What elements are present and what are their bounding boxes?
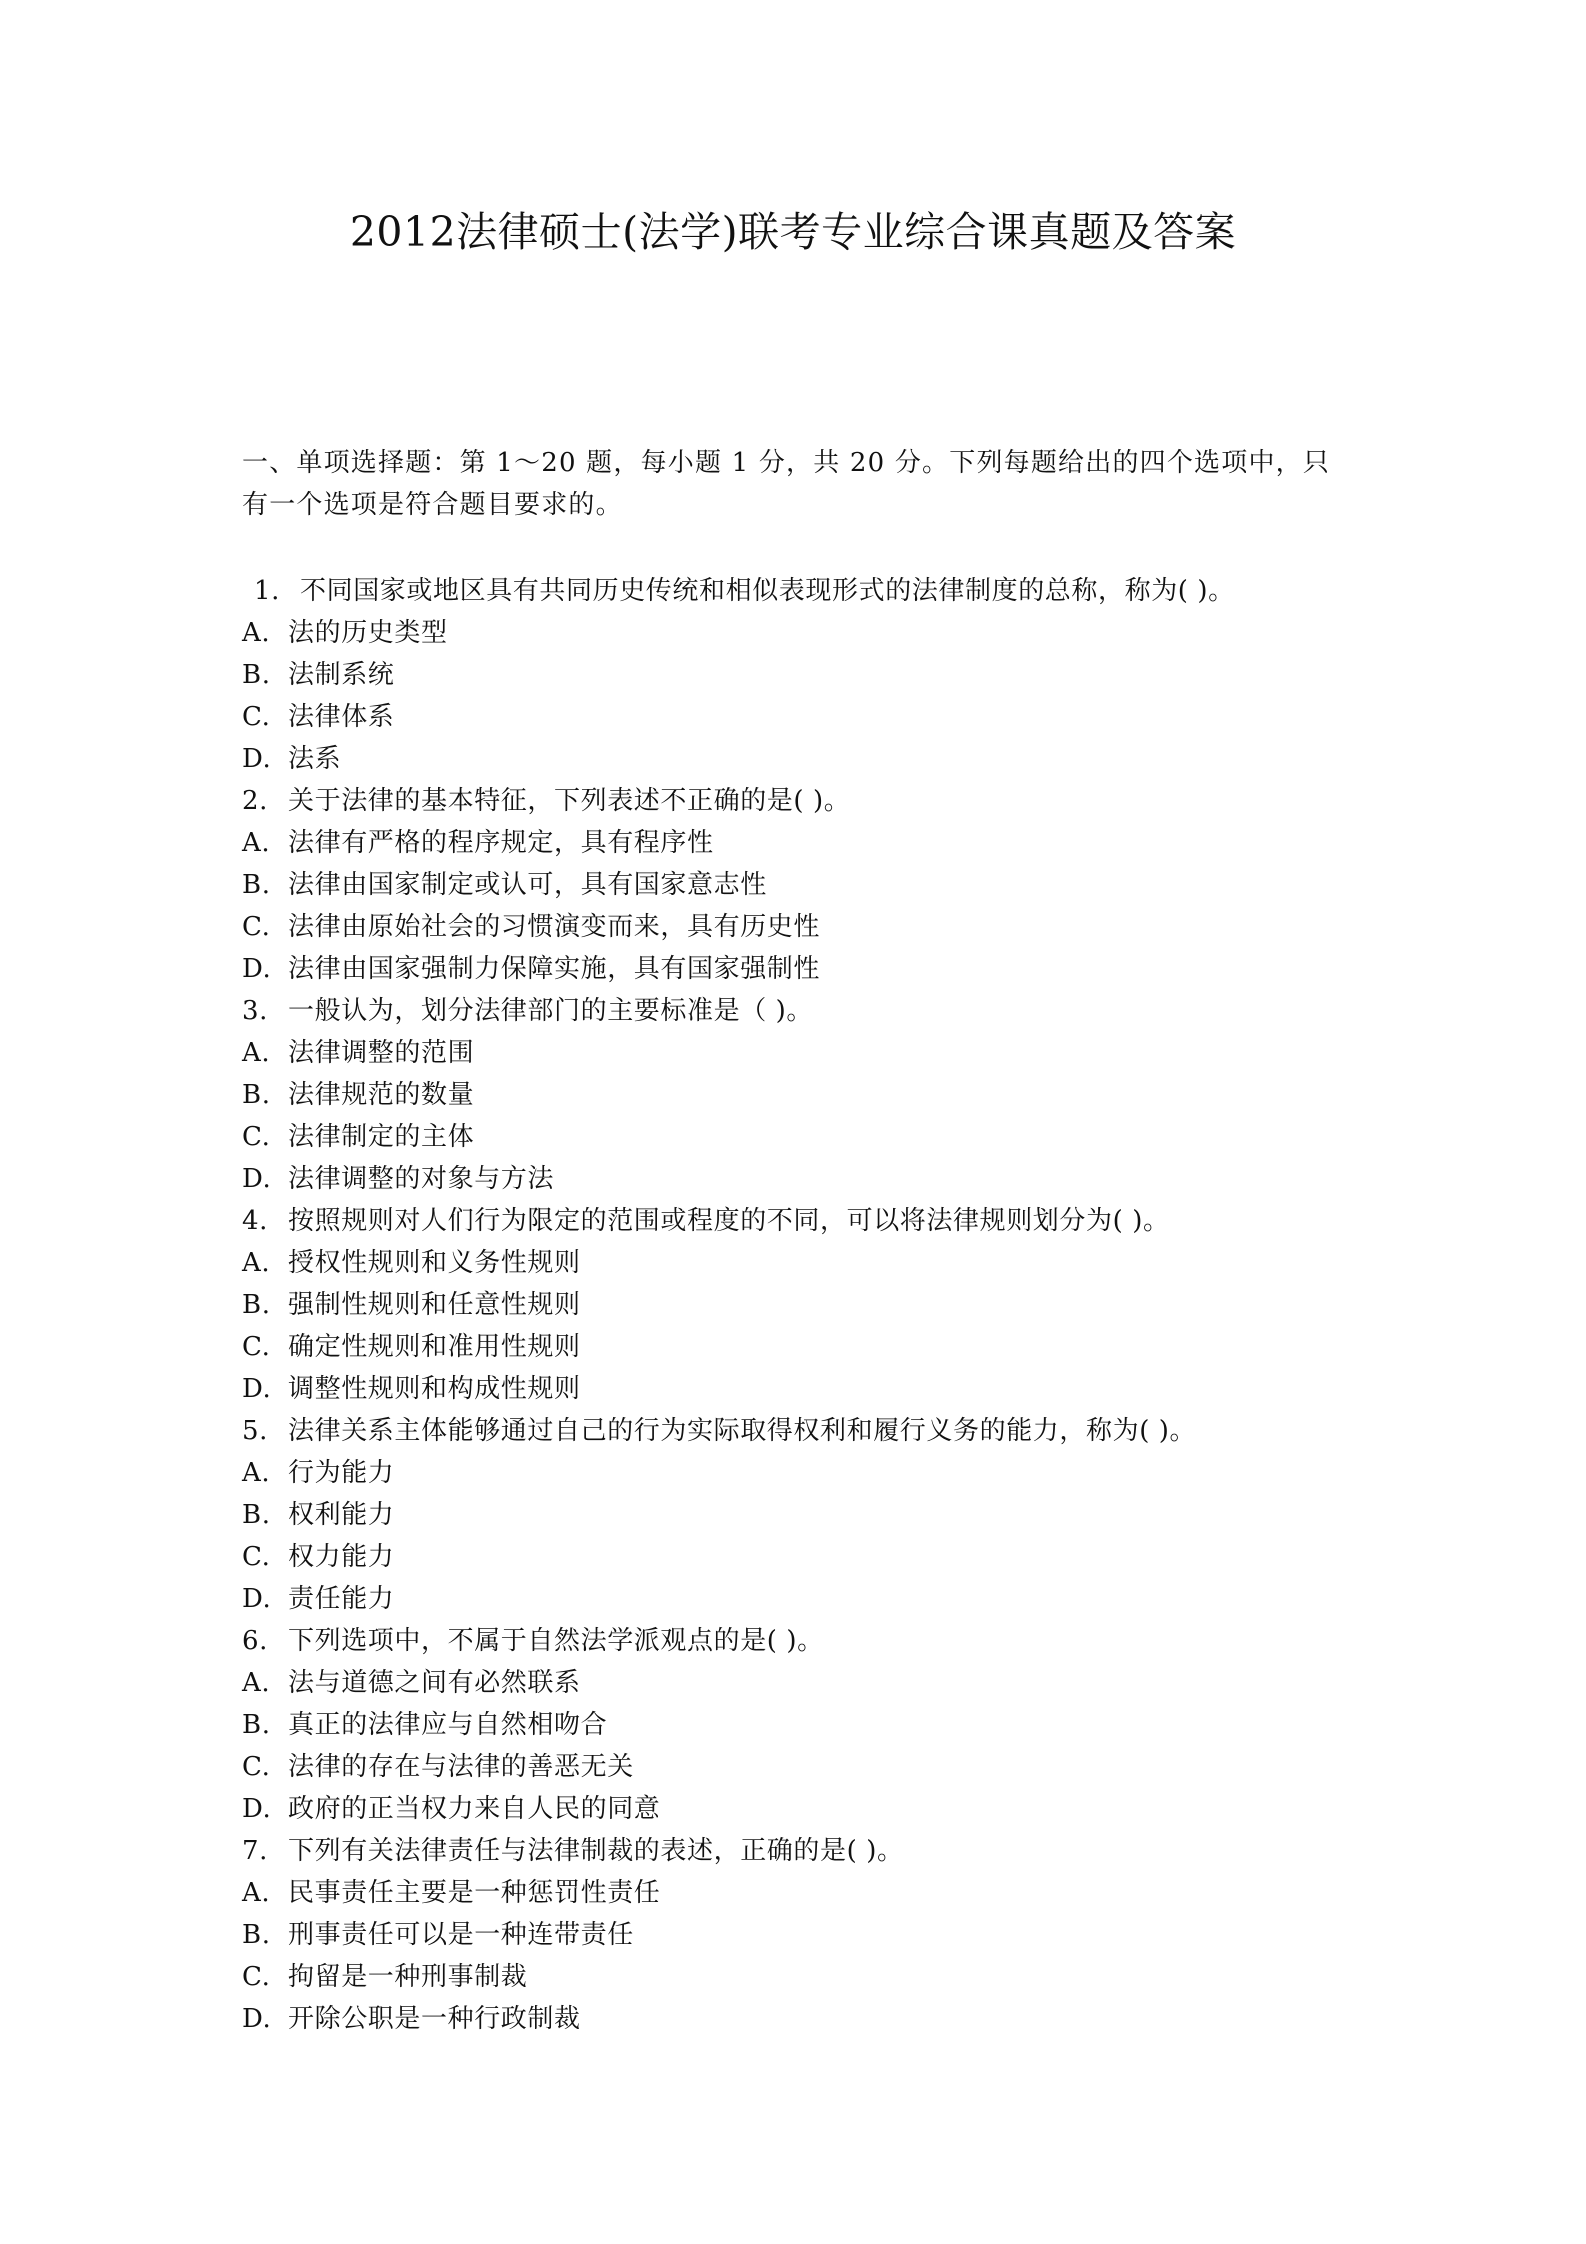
option-text: 调整性规则和构成性规则 [288, 1374, 581, 1404]
answer-option [242, 948, 1352, 990]
answer-option [242, 864, 1352, 906]
option-letter: D. [242, 1164, 272, 1194]
answer-option [242, 738, 1352, 780]
document-title: 2012法律硕士(法学)联考专业综合课真题及答案 [349, 208, 1237, 256]
answer-option [242, 1074, 1352, 1116]
question-stem [242, 1620, 1352, 1662]
answer-option [242, 1368, 1352, 1410]
question-number: 4. [242, 1206, 269, 1236]
answer-option [242, 822, 1352, 864]
option-text: 行为能力 [288, 1458, 395, 1488]
option-letter: A. [242, 828, 271, 858]
question-text: 关于法律的基本特征，下列表述不正确的是( )。 [288, 786, 851, 816]
option-letter: A. [242, 1668, 271, 1698]
option-text: 法与道德之间有必然联系 [288, 1668, 581, 1698]
answer-option [242, 612, 1352, 654]
option-text: 开除公职是一种行政制裁 [288, 2004, 581, 2034]
option-text: 拘留是一种刑事制裁 [288, 1962, 528, 1992]
question-text: 下列选项中，不属于自然法学派观点的是( )。 [288, 1626, 824, 1656]
question-number: 2. [242, 786, 269, 816]
option-text: 法律调整的对象与方法 [288, 1164, 555, 1194]
option-letter: B. [242, 870, 271, 900]
option-text: 责任能力 [288, 1584, 395, 1614]
option-letter: A. [242, 1878, 271, 1908]
option-letter: D. [242, 744, 272, 774]
option-text: 民事责任主要是一种惩罚性责任 [288, 1878, 661, 1908]
answer-option [242, 1284, 1352, 1326]
option-text: 权力能力 [288, 1542, 395, 1572]
question-stem [242, 1830, 1352, 1872]
answer-option [242, 1452, 1352, 1494]
answer-option [242, 1578, 1352, 1620]
option-text: 强制性规则和任意性规则 [288, 1290, 581, 1320]
question-text: 下列有关法律责任与法律制裁的表述，正确的是( )。 [288, 1836, 904, 1866]
option-letter: D. [242, 1794, 272, 1824]
answer-option [242, 1788, 1352, 1830]
answer-option [242, 1116, 1352, 1158]
option-letter: C. [242, 702, 271, 732]
question-stem [242, 1410, 1352, 1452]
option-text: 法律调整的范围 [288, 1038, 475, 1068]
option-text: 法律由国家制定或认可，具有国家意志性 [288, 870, 767, 900]
option-letter: C. [242, 1332, 271, 1362]
answer-option [242, 1032, 1352, 1074]
option-letter: B. [242, 1920, 271, 1950]
question-2 [242, 780, 1352, 990]
question-number: 5. [242, 1416, 269, 1446]
question-3 [242, 990, 1352, 1200]
answer-option [242, 906, 1352, 948]
answer-option [242, 1998, 1352, 2040]
answer-option [242, 1662, 1352, 1704]
option-text: 刑事责任可以是一种连带责任 [288, 1920, 634, 1950]
option-text: 授权性规则和义务性规则 [288, 1248, 581, 1278]
option-text: 法律规范的数量 [288, 1080, 475, 1110]
option-letter: C. [242, 1752, 271, 1782]
answer-option [242, 1326, 1352, 1368]
option-letter: A. [242, 1038, 271, 1068]
question-text: 法律关系主体能够通过自己的行为实际取得权利和履行义务的能力，称为( )。 [288, 1416, 1197, 1446]
question-stem [242, 990, 1352, 1032]
answer-option [242, 1704, 1352, 1746]
option-text: 法律由国家强制力保障实施，具有国家强制性 [288, 954, 821, 984]
answer-option [242, 1746, 1352, 1788]
option-text: 法系 [288, 744, 342, 774]
option-letter: B. [242, 1290, 271, 1320]
question-4 [242, 1200, 1352, 1410]
answer-option [242, 1494, 1352, 1536]
option-text: 法律制定的主体 [288, 1122, 475, 1152]
answer-option [242, 1536, 1352, 1578]
option-letter: B. [242, 1500, 271, 1530]
option-text: 法的历史类型 [288, 618, 448, 648]
answer-option [242, 696, 1352, 738]
question-number: 3. [242, 996, 269, 1026]
option-text: 法律有严格的程序规定，具有程序性 [288, 828, 714, 858]
option-letter: A. [242, 618, 271, 648]
option-letter: B. [242, 660, 271, 690]
option-letter: C. [242, 1122, 271, 1152]
option-letter: A. [242, 1458, 271, 1488]
question-number: 1. [254, 576, 281, 606]
option-text: 法律的存在与法律的善恶无关 [288, 1752, 634, 1782]
section-intro: 一、单项选择题：第 1～20 题，每小题 1 分，共 20 分。下列每题给出的四个选项中，只有一个选项是符合题目要求的。 [242, 448, 1331, 520]
question-list [242, 570, 1352, 2040]
question-number: 6. [242, 1626, 269, 1656]
question-text: 不同国家或地区具有共同历史传统和相似表现形式的法律制度的总称，称为( )。 [300, 576, 1235, 606]
option-letter: D. [242, 954, 272, 984]
question-7 [242, 1830, 1352, 2040]
option-text: 确定性规则和准用性规则 [288, 1332, 581, 1362]
option-letter: D. [242, 2004, 272, 2034]
answer-option [242, 1956, 1352, 1998]
question-6 [242, 1620, 1352, 1830]
option-letter: B. [242, 1710, 271, 1740]
option-text: 法制系统 [288, 660, 395, 690]
option-text: 法律体系 [288, 702, 395, 732]
question-stem [242, 570, 1352, 612]
question-stem [242, 1200, 1352, 1242]
option-letter: C. [242, 1962, 271, 1992]
answer-option [242, 654, 1352, 696]
option-letter: D. [242, 1584, 272, 1614]
option-text: 法律由原始社会的习惯演变而来，具有历史性 [288, 912, 821, 942]
option-text: 权利能力 [288, 1500, 395, 1530]
answer-option [242, 1242, 1352, 1284]
option-letter: A. [242, 1248, 271, 1278]
option-letter: D. [242, 1374, 272, 1404]
answer-option [242, 1872, 1352, 1914]
question-number: 7. [242, 1836, 269, 1866]
answer-option [242, 1914, 1352, 1956]
option-letter: B. [242, 1080, 271, 1110]
question-stem [242, 780, 1352, 822]
question-1 [242, 570, 1352, 780]
question-text: 一般认为，划分法律部门的主要标准是（ )。 [288, 996, 814, 1026]
answer-option [242, 1158, 1352, 1200]
option-text: 政府的正当权力来自人民的同意 [288, 1794, 661, 1824]
question-5 [242, 1410, 1352, 1620]
option-letter: C. [242, 1542, 271, 1572]
option-letter: C. [242, 912, 271, 942]
option-text: 真正的法律应与自然相吻合 [288, 1710, 608, 1740]
question-text: 按照规则对人们行为限定的范围或程度的不同，可以将法律规则划分为( )。 [288, 1206, 1170, 1236]
